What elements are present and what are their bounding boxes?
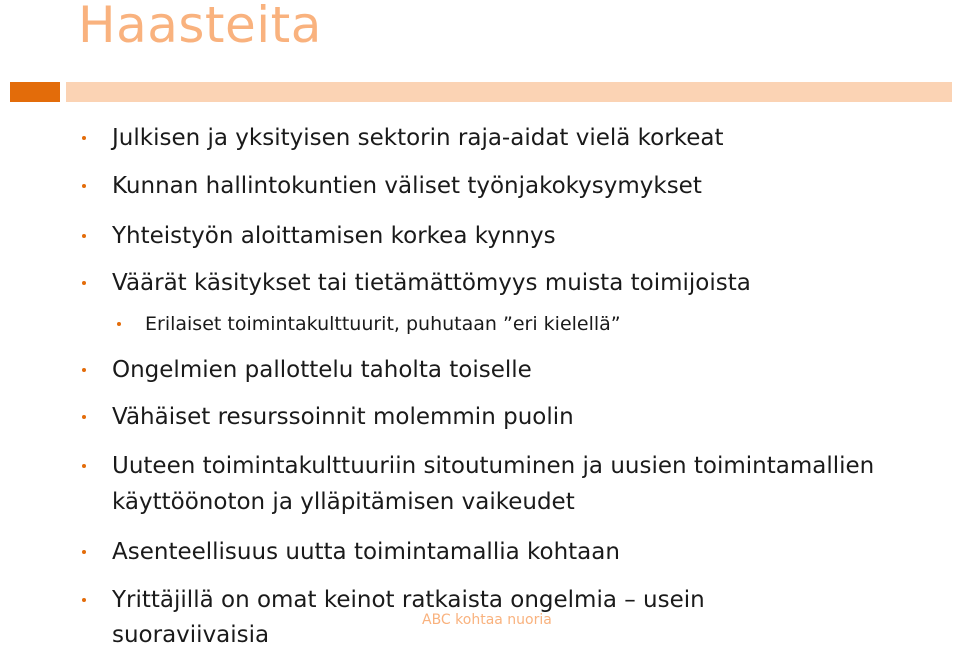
bullet-dot	[82, 464, 86, 468]
bullet-item: Kunnan hallintokuntien väliset työnjakokysymykset	[112, 173, 702, 199]
bullet-item: Julkisen ja yksityisen sektorin raja-aidat vielä korkeat	[112, 125, 724, 151]
slide-footer: ABC kohtaa nuoria	[422, 612, 552, 628]
bullet-item-continuation: käyttöönoton ja ylläpitämisen vaikeudet	[112, 489, 575, 515]
bullet-dot	[82, 136, 86, 140]
sub-bullet-item: Erilaiset toimintakulttuurit, puhutaan ”eri kielellä”	[145, 313, 621, 335]
sub-bullet-dot	[117, 322, 121, 326]
bullet-item: Uuteen toimintakulttuuriin sitoutuminen ja uusien toimintamallien	[112, 453, 875, 479]
bullet-item: Vähäiset resurssoinnit molemmin puolin	[112, 404, 574, 430]
title-accent-bar	[10, 82, 60, 102]
bullet-dot	[82, 415, 86, 419]
bullet-item: Asenteellisuus uutta toimintamallia kohtaan	[112, 539, 620, 565]
bullet-dot	[82, 184, 86, 188]
slide-title: Haasteita	[78, 0, 322, 54]
bullet-dot	[82, 598, 86, 602]
bullet-dot	[82, 281, 86, 285]
bullet-dot	[82, 550, 86, 554]
bullet-item: Ongelmien pallottelu taholta toiselle	[112, 357, 532, 383]
bullet-item: Väärät käsitykset tai tietämättömyys muista toimijoista	[112, 270, 751, 296]
bullet-dot	[82, 368, 86, 372]
bullet-item: Yrittäjillä on omat keinot ratkaista ongelmia – usein	[112, 587, 705, 613]
bullet-item-continuation: suoraviivaisia	[112, 622, 270, 648]
title-underline-bar	[66, 82, 952, 102]
bullet-dot	[82, 234, 86, 238]
bullet-item: Yhteistyön aloittamisen korkea kynnys	[112, 223, 556, 249]
